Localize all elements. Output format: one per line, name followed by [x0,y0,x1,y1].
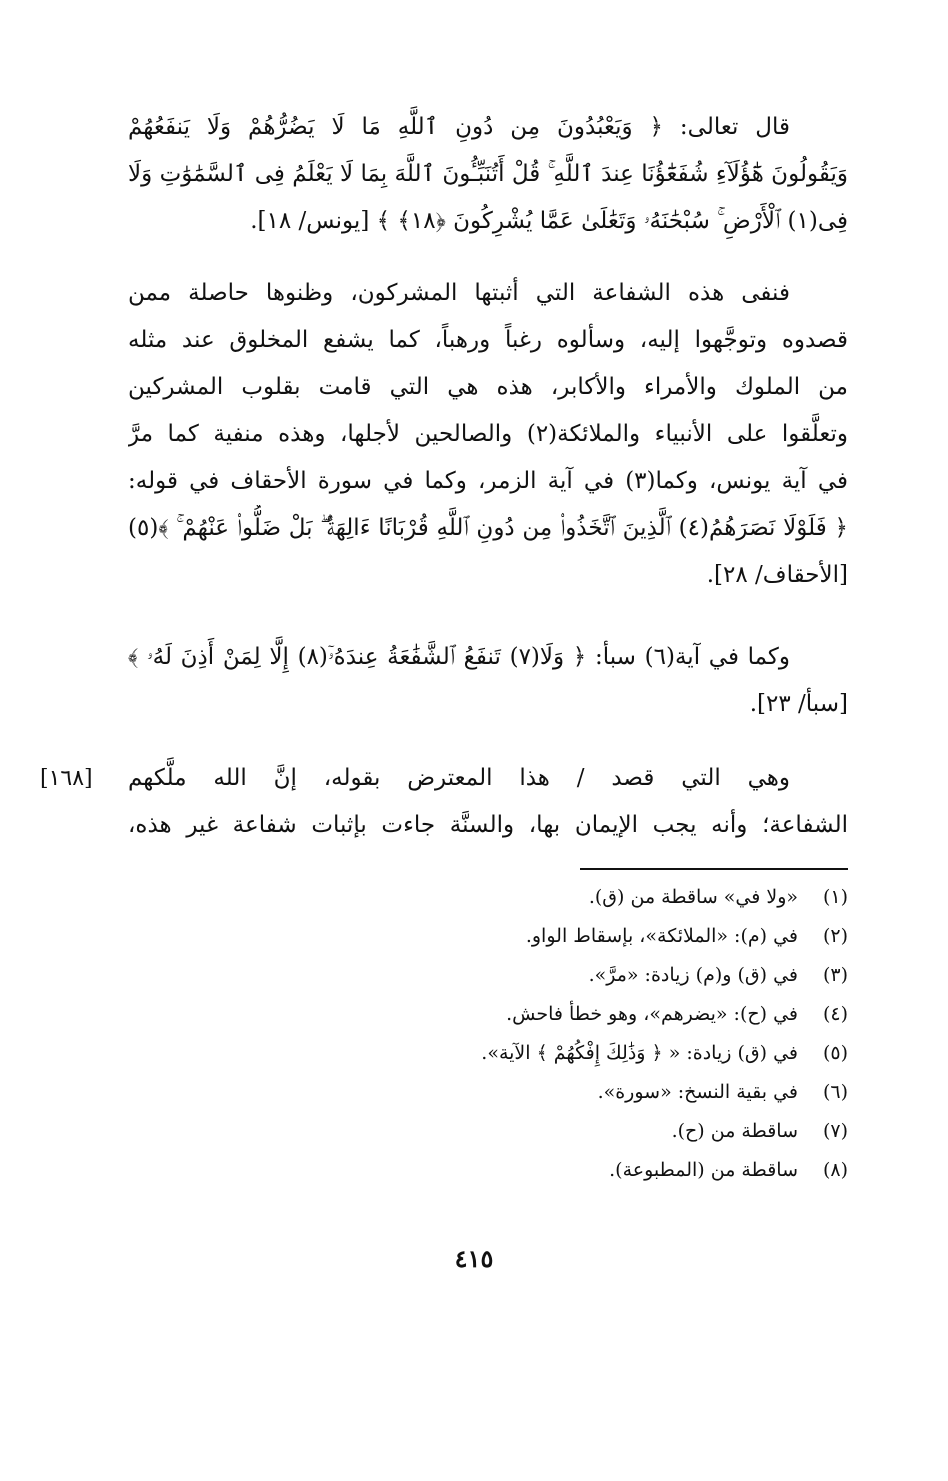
text-line: في آية يونس، وكما(٣) في آية الزمر، وكما في سورة الأحقاف في قوله: [128,468,848,494]
footnotes [128,878,848,1190]
paragraph-4 [128,755,848,849]
footnote-text: في (ح): «يضرهم»، وهو خطأ فاحش. [506,1003,798,1025]
footnote-item [128,1073,848,1112]
paragraph-3 [128,634,848,728]
footnote-text: في بقية النسخ: «سورة». [597,1081,798,1103]
footnote-item [128,1151,848,1190]
footnote-item [128,1034,848,1073]
footnote-item [128,956,848,995]
footnote-number: (٤) [822,1003,848,1025]
text-line: الشفاعة؛ وأنه يجب الإيمان بها، والسنَّة جاءت بإثبات شفاعة غير هذه، [128,812,848,838]
footnote-text: ساقطة من (ح). [671,1120,798,1142]
footnote-number: (٢) [822,925,848,947]
text-line: قصدوه وتوجَّهوا إليه، وسألوه رغباً ورهباً، كما يشفع المخلوق عند مثله [128,327,848,353]
footnote-text: «ولا في» ساقطة من (ق). [588,886,798,908]
footnote-number: (٨) [822,1159,848,1181]
footnote-number: (٦) [822,1081,848,1103]
text-line: فنفى هذه الشفاعة التي أثبتها المشركون، وظنوها حاصلة ممن [128,280,790,306]
page-number: ٤١٥ [454,1244,494,1273]
text-line: وكما في آية(٦) سبأ: ﴿ وَلَا(٧) تَنفَعُ ٱلشَّفَٰعَةُ عِندَهُۥٓ(٨) إِلَّا لِمَنْ أَذِنَ لَهُۥ ﴾ [128,644,790,670]
footnote-separator [580,868,848,870]
text-line: فِى(١) ٱلْأَرْضِ ۚ سُبْحَٰنَهُۥ وَتَعَٰلَىٰ عَمَّا يُشْرِكُونَ ﴿١٨﴾ ﴾ [يونس/ ١٨]. [250,208,848,234]
footnote-item [128,1112,848,1151]
footnote-number: (٧) [822,1120,848,1142]
footnote-item [128,995,848,1034]
paragraph-1 [128,104,848,245]
text-line: ﴿ فَلَوْلَا نَصَرَهُمُ(٤) ٱلَّذِينَ ٱتَّخَذُوا۟ مِن دُونِ ٱللَّهِ قُرْبَانًا ءَالِهَةًۢ ۖ بَلْ ضَلُّوا۟ عَنْهُمْ ۚ ﴾(٥) [128,515,848,541]
footnote-number: (٣) [822,964,848,986]
footnote-text: في (ق) و(م) زيادة: «مرَّ». [588,964,798,986]
footnote-text: في (م): «الملائكة»، بإسقاط الواو. [525,925,798,947]
text-line: وَيَقُولُونَ هَٰٓؤُلَآءِ شُفَعَٰٓؤُنَا عِندَ ٱللَّهِ ۚ قُلْ أَتُنَبِّـُٔونَ ٱللَّهَ بِمَا لَا يَعْلَمُ فِى ٱلسَّمَٰوَٰتِ وَلَا [128,161,848,187]
footnote-text: في (ق) زيادة: « ﴿ وَذَٰلِكَ إِفْكُهُمْ ﴾ الآية». [481,1042,798,1064]
text-line: وتعلَّقوا على الأنبياء والملائكة(٢) والصالحين لأجلها، وهذه منفية كما مرَّ [128,421,848,447]
text-line: [سبأ/ ٢٣]. [749,691,848,717]
footnote-item [128,917,848,956]
paragraph-2 [128,270,848,599]
footnote-number: (١) [822,886,848,908]
manuscript-page-marker: [١٦٨] [40,766,93,791]
text-line: [الأحقاف/ ٢٨]. [706,562,848,588]
text-line: من الملوك والأمراء والأكابر، هذه هي التي قامت بقلوب المشركين [128,374,848,400]
text-line: قال تعالى: ﴿ وَيَعْبُدُونَ مِن دُونِ ٱللَّهِ مَا لَا يَضُرُّهُمْ وَلَا يَنفَعُهُمْ [128,114,790,140]
footnote-item [128,878,848,917]
footnote-text: ساقطة من (المطبوعة). [609,1159,798,1181]
text-line: وهي التي قصد / هذا المعترض بقوله، إنَّ الله ملَّكهم [128,765,790,791]
footnote-number: (٥) [822,1042,848,1064]
